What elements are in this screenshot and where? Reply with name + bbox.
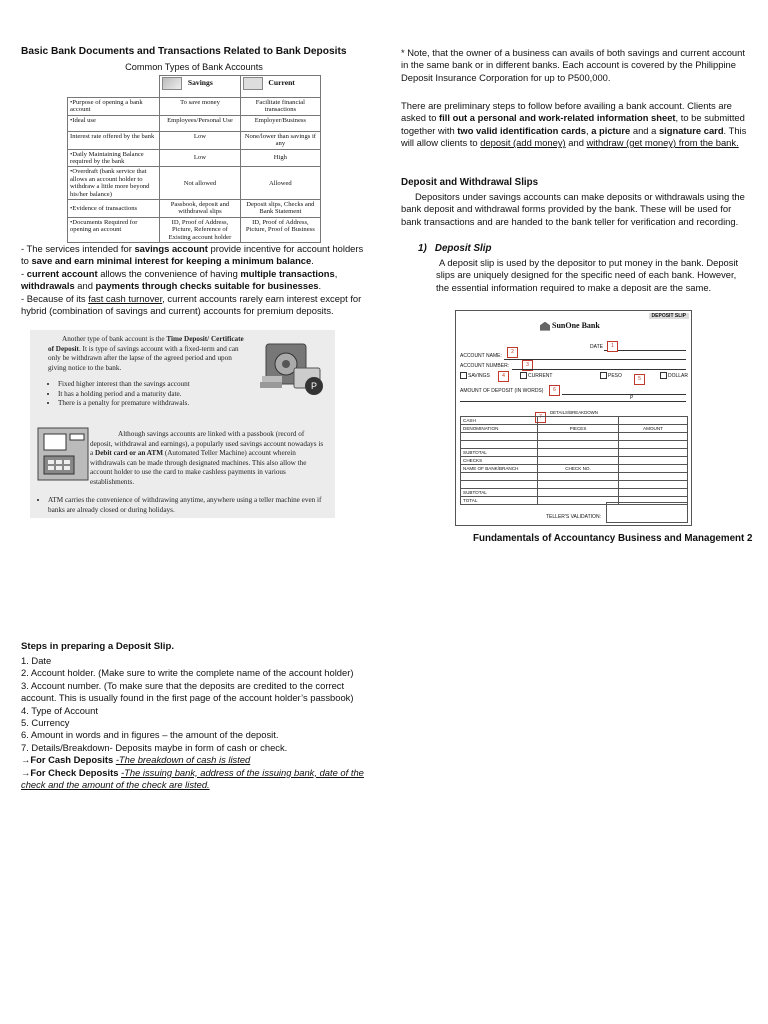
- current-paragraph: - current account allows the convenience of having multiple transactions, withdrawals and payments through checks suitable for businesses.: [21, 268, 338, 292]
- marker-7: 7: [535, 412, 546, 423]
- table-caption: Common Types of Bank Accounts: [125, 62, 263, 72]
- current-option: CURRENT: [520, 372, 552, 379]
- marker-6: 6: [549, 385, 560, 396]
- table-row: •Overdraft (bank service that allows an account holder to withdraw a little more beyond his/her balance) Not allowed Allowed: [68, 167, 321, 200]
- account-type-row: SAVINGS: [460, 372, 490, 379]
- marker-4: 4: [498, 371, 509, 382]
- list-item: 5. Currency: [21, 717, 70, 729]
- current-checkbox[interactable]: [520, 372, 527, 379]
- check-icon: [243, 77, 263, 90]
- accounts-table: [67, 75, 321, 243]
- savings-paragraph: - The services intended for savings account provide incentive for account holders to save and earn minimal interest for keeping a minimum balance.: [21, 243, 364, 267]
- deposit-slip-paragraph: A deposit slip is used by the depositor to put money in the bank. Deposit slips are uniquely designed for the specific need of each bank. However, the essential information required to make a deposit are the same.: [436, 257, 739, 293]
- note-paragraph: * Note, that the owner of a business can avails of both savings and current account in the same bank or in different banks. Each account is covered by the Philippine Deposit Insurance Corporation for up to P500,000.: [401, 47, 745, 83]
- deposit-slip-tag: DEPOSIT SLIP: [649, 313, 689, 319]
- vault-icon: [258, 338, 328, 400]
- bank-logo: SunOne Bank: [540, 321, 600, 331]
- time-deposit-panel: [30, 330, 335, 518]
- list-item: • Fixed higher interest than the savings account: [58, 380, 260, 390]
- account-number-label: ACCOUNT NUMBER:: [460, 363, 510, 369]
- page-title: Basic Bank Documents and Transactions Related to Bank Deposits: [21, 46, 347, 57]
- turnover-paragraph: - Because of its fast cash turnover, current accounts rarely earn interest except for hybrid (combination of savings and current) accounts for premium deposits.: [21, 293, 362, 317]
- date-label: DATE: [590, 344, 603, 350]
- savings-header: Savings: [160, 76, 241, 98]
- passbook-icon: [162, 77, 182, 90]
- time-deposit-text: Another type of bank account is the Time Deposit/ Certificate of Deposit. It is type of savings account with a fixed-term and can only be withdrawn after the lapse of the agreed period and upon giving notice to the bank.: [48, 335, 244, 372]
- svg-text:P: P: [311, 381, 318, 391]
- list-item: • It has a holding period and a maturity date.: [58, 390, 260, 400]
- dw-paragraph: Depositors under savings accounts can make deposits or withdrawals using the bank deposit and withdrawal forms provided by the bank. These will be used for bank transactions and are handed to the bank teller for verification and recording.: [401, 191, 745, 227]
- savings-checkbox[interactable]: [460, 372, 467, 379]
- marker-1: 1: [607, 341, 618, 352]
- table-row: •Ideal use Employees/Personal Use Employer/Business: [68, 115, 321, 131]
- deposit-slip-form: [455, 310, 692, 526]
- list-item: 6. Amount in words and in figures – the amount of the deposit.: [21, 729, 279, 741]
- peso-sign: P: [630, 395, 634, 401]
- list-item: 3. Account number. (To make sure that the deposits are credited to the correct account. This is usually found in the first page of the account holder’s passbook): [21, 679, 354, 704]
- dollar-option: DOLLAR: [660, 372, 688, 379]
- atm-text: Although savings accounts are linked with a passbook (record of deposit, withdrawal and earnings), a popularly used savings account nowadays is a Debit card or an ATM (Automated Teller Machine) account wherein withdrawals can be made through designated machines. This also allow the account holder to use the card to make cashless payments in various establishments.: [90, 430, 324, 486]
- steps-list: [21, 655, 366, 791]
- list-item: • There is a penalty for premature withdrawals.: [58, 399, 260, 409]
- deposit-slip-heading: 1) Deposit Slip: [418, 243, 492, 254]
- details-label: DETAILS/BREAKDOWN: [550, 410, 598, 415]
- breakdown-table: CASH DENOMINATION PIECES AMOUNT SUBTOTAL CHECKS NAME OF BANK/BRANCH CHECK NO. SUBTOTAL TOTAL: [460, 416, 688, 505]
- prelim-paragraph: There are preliminary steps to follow before availing a bank account. Clients are asked to fill out a personal and work-related information sheet, to be submitted together with two valid identification cards, a picture and a signature card. This will allow clients to deposit (add money) and withdraw (get money) from the bank.: [401, 100, 747, 149]
- teller-validation-label: TELLER'S VALIDATION:: [546, 514, 601, 520]
- list-item: 1. Date: [21, 655, 52, 666]
- amount-words-label: AMOUNT OF DEPOSIT (IN WORDS): [460, 388, 544, 394]
- dollar-checkbox[interactable]: [660, 372, 667, 379]
- atm-bullet: [30, 496, 330, 515]
- list-item: 4. Type of Account: [21, 704, 98, 716]
- peso-checkbox[interactable]: [600, 372, 607, 379]
- marker-2: 2: [507, 347, 518, 358]
- table-row: •Daily Maintaining Balance required by the bank Low High: [68, 149, 321, 167]
- bank-icon: [540, 322, 550, 331]
- marker-5: 5: [634, 374, 645, 385]
- table-row: Interest rate offered by the bank Low None/lower than savings if any: [68, 131, 321, 149]
- teller-validation-box: [606, 502, 688, 523]
- check-deposit-note: →For Check Deposits -The issuing bank, address of the issuing bank, date of the check and the amount of the check are listed.: [21, 766, 364, 791]
- list-item: • ATM carries the convenience of withdrawing anytime, anywhere using a teller machine even if banks are already closed or during holidays.: [48, 496, 330, 515]
- dw-title: Deposit and Withdrawal Slips: [401, 177, 539, 188]
- table-row: •Evidence of transactions Passbook, deposit and withdrawal slips Deposit slips, Checks and Bank Statement: [68, 200, 321, 218]
- peso-option: PESO: [600, 372, 622, 379]
- marker-3: 3: [522, 360, 533, 371]
- list-item: 2. Account holder. (Make sure to write the complete name of the account holder): [21, 667, 354, 679]
- list-item: 7. Details/Breakdown- Deposits maybe in form of cash or check.: [21, 741, 288, 753]
- table-row: •Documents Required for opening an account ID, Proof of Address, Picture, Reference of Existing account holder ID, Proof of Address, Picture, Proof of Business: [68, 217, 321, 242]
- steps-title: Steps in preparing a Deposit Slip.: [21, 641, 174, 652]
- time-deposit-bullets: [40, 380, 260, 409]
- footer-title: Fundamentals of Accountancy Business and Management 2: [473, 533, 753, 544]
- current-header: Current: [240, 76, 320, 98]
- atm-icon: [36, 426, 90, 482]
- account-name-label: ACCOUNT NAME:: [460, 353, 502, 359]
- table-row: •Purpose of opening a bank account To save money Facilitate financial transactions: [68, 98, 321, 116]
- cash-deposit-note: →For Cash Deposits -The breakdown of cash is listed: [21, 754, 251, 766]
